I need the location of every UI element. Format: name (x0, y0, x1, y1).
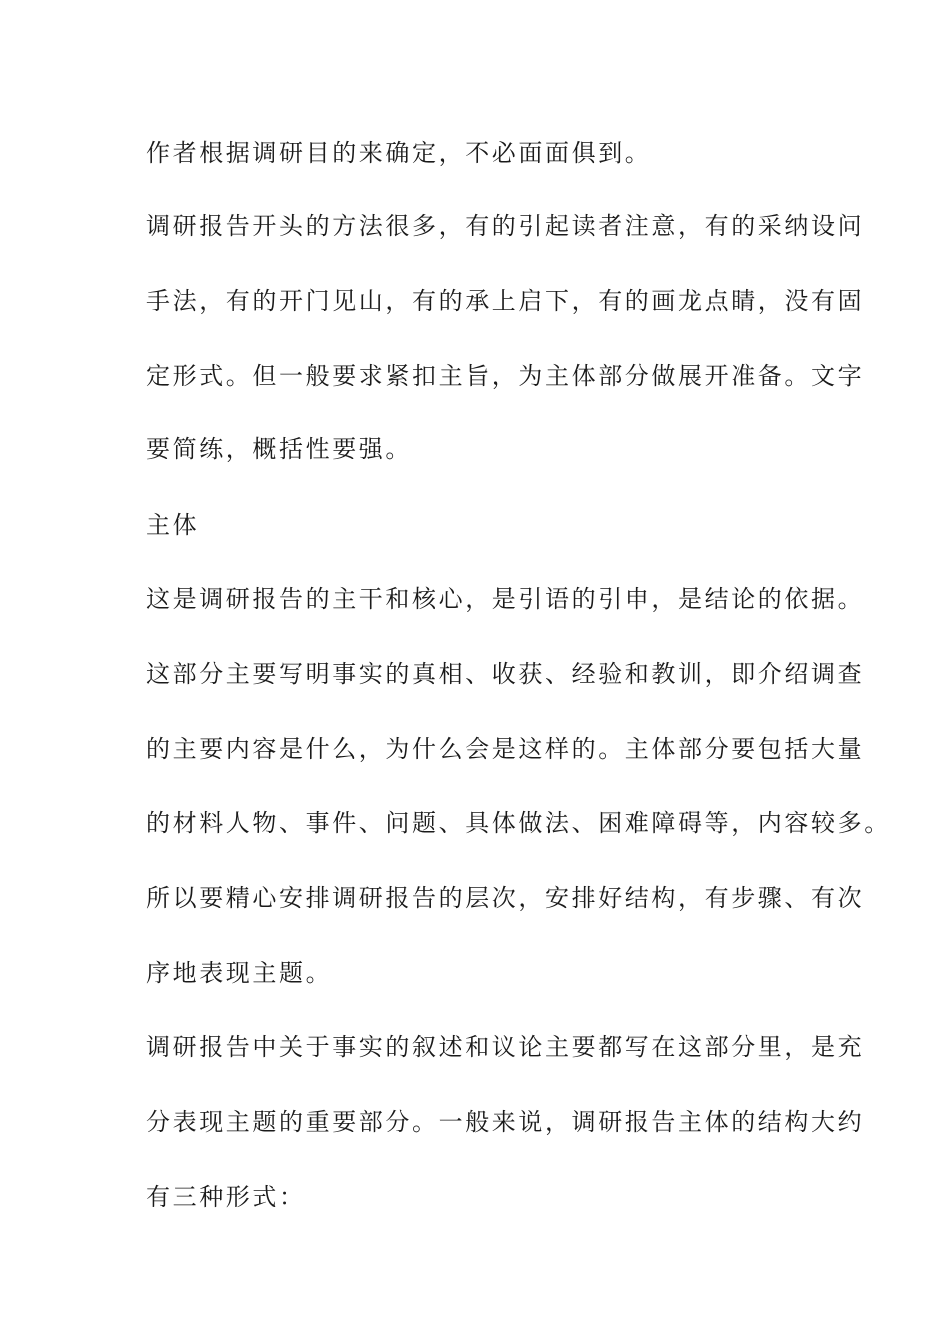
text-line: 序地表现主题。 (146, 959, 333, 987)
text-line: 这部分主要写明事实的真相、收获、经验和教训，即介绍调查 (146, 660, 865, 688)
text-line: 作者根据调研目的来确定，不必面面俱到。 (146, 139, 652, 167)
text-line: 的主要内容是什么，为什么会是这样的。主体部分要包括大量 (146, 735, 865, 763)
text-line: 所以要精心安排调研报告的层次，安排好结构，有步骤、有次 (146, 884, 865, 912)
text-line: 手法，有的开门见山，有的承上启下，有的画龙点睛，没有固 (146, 287, 865, 315)
text-line: 的材料人物、事件、问题、具体做法、困难障碍等，内容较多。 (146, 809, 891, 837)
text-line: 要简练，概括性要强。 (146, 435, 412, 463)
text-line: 分表现主题的重要部分。一般来说，调研报告主体的结构大约 (146, 1108, 865, 1136)
text-line: 调研报告开头的方法很多，有的引起读者注意，有的采纳设问 (146, 212, 865, 240)
text-line: 定形式。但一般要求紧扣主旨，为主体部分做展开准备。文字 (146, 362, 865, 390)
text-line: 有三种形式： (146, 1183, 306, 1211)
text-line: 这是调研报告的主干和核心，是引语的引申，是结论的依据。 (146, 585, 865, 613)
text-line: 调研报告中关于事实的叙述和议论主要都写在这部分里，是充 (146, 1033, 865, 1061)
section-heading: 主体 (146, 511, 200, 539)
